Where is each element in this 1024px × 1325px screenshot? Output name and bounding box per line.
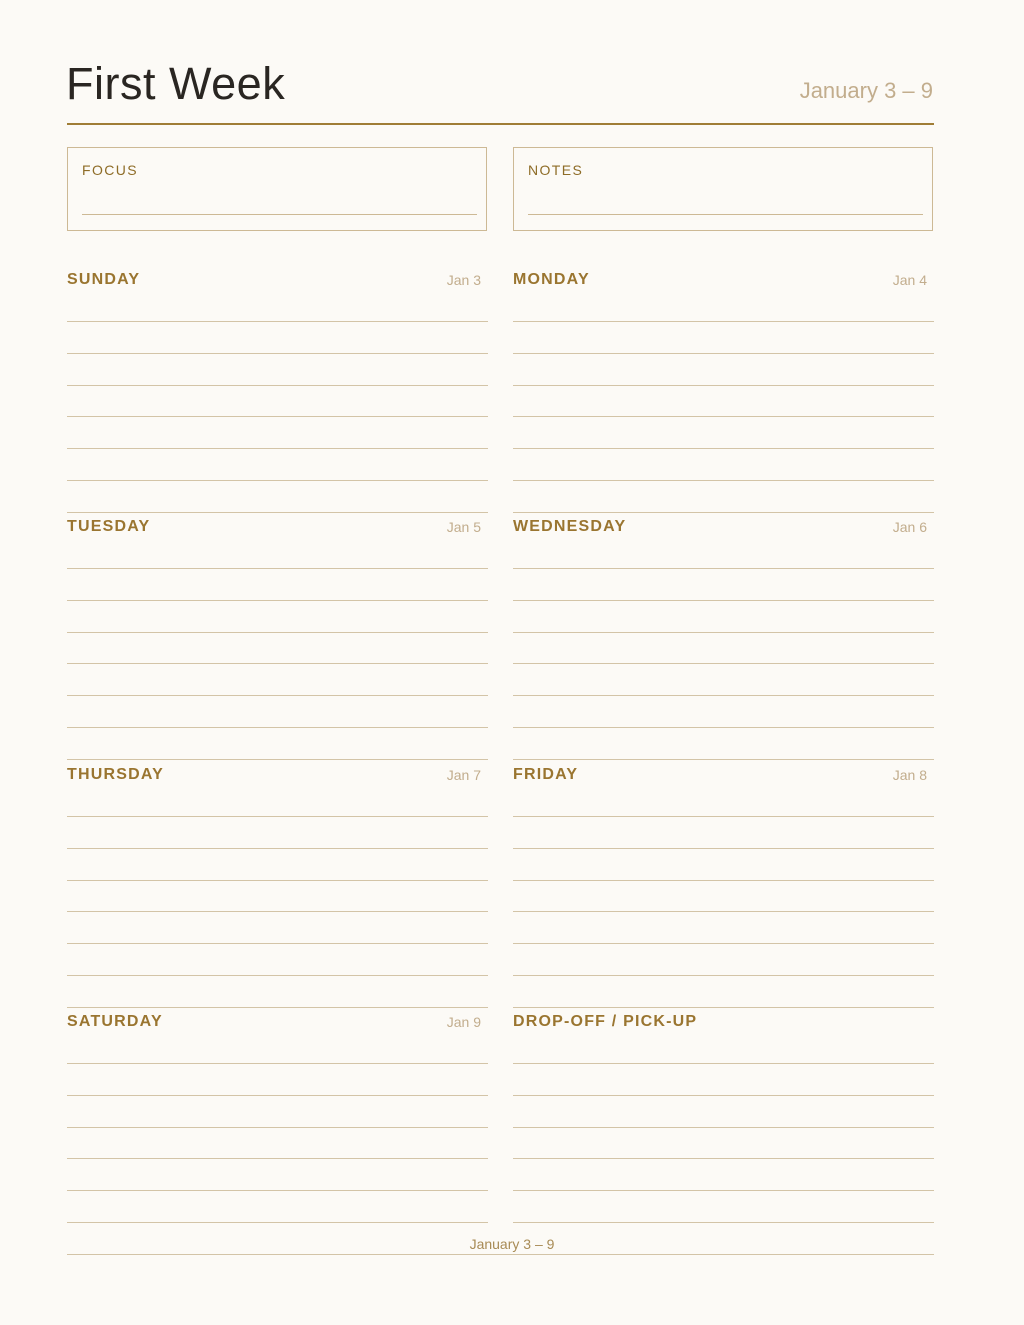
write-line [67, 943, 488, 944]
write-line [67, 600, 488, 601]
notes-write-line [528, 214, 923, 215]
write-line [67, 1007, 488, 1008]
write-line [67, 695, 488, 696]
write-line [513, 1007, 934, 1008]
write-line [67, 512, 488, 513]
write-line [67, 321, 488, 322]
write-line [67, 385, 488, 386]
day-date: Jan 4 [892, 272, 927, 288]
write-line [513, 975, 934, 976]
day-label: WEDNESDAY [513, 518, 627, 535]
date-range: January 3 – 9 [799, 78, 933, 103]
write-line [513, 943, 934, 944]
write-line [513, 1095, 934, 1096]
write-line [513, 632, 934, 633]
header-divider [67, 123, 934, 125]
footer-date-range: January 3 – 9 [469, 1236, 555, 1252]
write-line [67, 727, 488, 728]
write-line [67, 480, 488, 481]
write-line [513, 848, 934, 849]
write-line [67, 911, 488, 912]
notes-label: NOTES [528, 162, 584, 178]
write-line [513, 416, 934, 417]
day-date: Jan 5 [446, 519, 481, 535]
day-label: SATURDAY [67, 1013, 163, 1030]
write-line [67, 448, 488, 449]
write-line [513, 568, 934, 569]
write-line [513, 663, 934, 664]
day-label: DROP-OFF / PICK-UP [513, 1013, 698, 1030]
focus-label: FOCUS [82, 162, 138, 178]
day-date: Jan 8 [892, 767, 927, 783]
write-line [67, 848, 488, 849]
write-line [67, 1222, 488, 1223]
day-date: Jan 6 [892, 519, 927, 535]
notes-box[interactable] [513, 147, 933, 231]
write-line [67, 1127, 488, 1128]
write-line [513, 695, 934, 696]
day-label: MONDAY [513, 271, 590, 288]
day-date: Jan 3 [446, 272, 481, 288]
write-line [513, 816, 934, 817]
write-line [513, 353, 934, 354]
focus-box[interactable] [67, 147, 487, 231]
write-line [513, 1158, 934, 1159]
write-line [67, 632, 488, 633]
write-line [67, 1063, 488, 1064]
write-line [67, 816, 488, 817]
write-line [513, 911, 934, 912]
write-line [67, 416, 488, 417]
write-line [513, 512, 934, 513]
day-date: Jan 9 [446, 1014, 481, 1030]
write-line [513, 480, 934, 481]
focus-write-line [82, 214, 477, 215]
write-line [67, 1095, 488, 1096]
day-label: SUNDAY [67, 271, 141, 288]
page-title: First Week [66, 58, 286, 109]
write-line [67, 1190, 488, 1191]
day-label: FRIDAY [513, 766, 579, 783]
day-date: Jan 7 [446, 767, 481, 783]
write-line [513, 448, 934, 449]
write-line [513, 1063, 934, 1064]
write-line [67, 880, 488, 881]
write-line [513, 385, 934, 386]
write-line [513, 727, 934, 728]
write-line [513, 1190, 934, 1191]
write-line [513, 321, 934, 322]
write-line [67, 568, 488, 569]
write-line [513, 880, 934, 881]
day-label: THURSDAY [67, 766, 165, 783]
write-line [513, 600, 934, 601]
write-line [513, 1222, 934, 1223]
footer-divider [67, 1254, 934, 1255]
write-line [513, 759, 934, 760]
write-line [67, 663, 488, 664]
write-line [67, 1158, 488, 1159]
write-line [67, 759, 488, 760]
write-line [513, 1127, 934, 1128]
day-label: TUESDAY [67, 518, 151, 535]
write-line [67, 353, 488, 354]
write-line [67, 975, 488, 976]
